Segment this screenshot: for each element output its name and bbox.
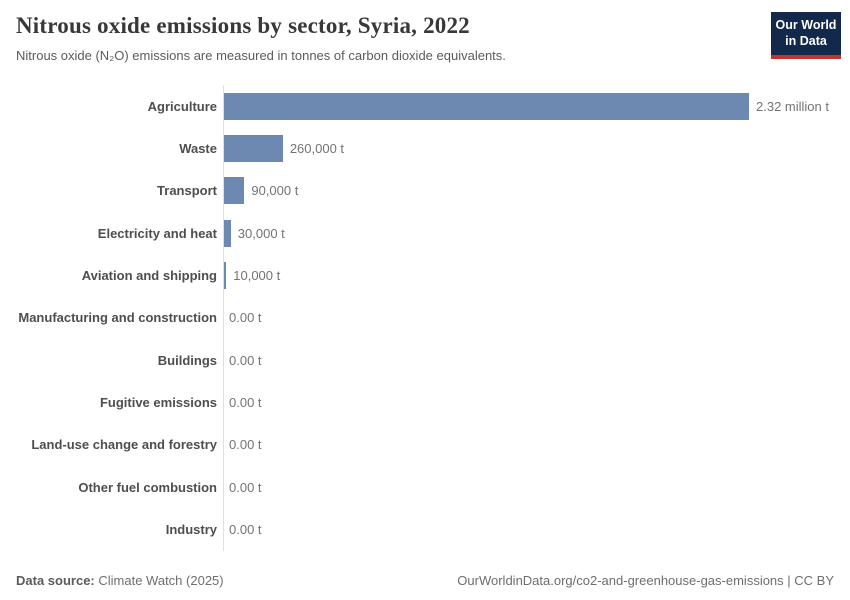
value-label: 0.00 t <box>229 352 262 368</box>
chart-row <box>16 508 834 550</box>
bar <box>224 262 226 289</box>
category-label: Buildings <box>157 352 217 368</box>
owid-logo-line1: Our World <box>775 18 837 32</box>
data-source-value: Climate Watch (2025) <box>98 573 224 588</box>
bar-area <box>224 93 829 120</box>
chart-row <box>16 339 834 381</box>
value-label: 0.00 t <box>229 437 262 453</box>
bar-area <box>224 177 298 204</box>
value-label: 0.00 t <box>229 521 262 537</box>
chart-row <box>16 466 834 508</box>
bar-area <box>224 431 262 458</box>
owid-logo <box>771 12 841 59</box>
data-source-label: Data source: <box>16 573 95 588</box>
bar <box>224 93 749 120</box>
bar-area <box>224 347 262 374</box>
chart-row <box>16 170 834 212</box>
category-label: Fugitive emissions <box>99 394 217 410</box>
bar-chart <box>16 85 834 550</box>
category-label: Aviation and shipping <box>81 268 217 284</box>
chart-row <box>16 424 834 466</box>
category-label: Agriculture <box>147 98 217 114</box>
category-label: Waste <box>179 141 217 157</box>
value-label: 90,000 t <box>251 183 299 199</box>
chart-row <box>16 85 834 127</box>
page-title: Nitrous oxide emissions by sector, Syria, 2022 <box>16 13 470 38</box>
bar-area <box>224 220 285 247</box>
category-label: Transport <box>157 183 217 199</box>
value-label: 30,000 t <box>237 225 285 241</box>
chart-row <box>16 297 834 339</box>
chart-row <box>16 212 834 254</box>
value-label: 2.32 million t <box>756 98 829 114</box>
bar <box>224 135 283 162</box>
y-axis-line <box>223 85 224 550</box>
bar-area <box>224 474 262 501</box>
category-label: Other fuel combustion <box>78 479 217 495</box>
bar-area <box>224 516 262 543</box>
chart-row <box>16 128 834 170</box>
bar <box>224 220 231 247</box>
bar <box>224 177 244 204</box>
value-label: 10,000 t <box>233 268 281 284</box>
category-label: Electricity and heat <box>97 225 217 241</box>
bar-area <box>224 262 280 289</box>
value-label: 0.00 t <box>229 479 262 495</box>
value-label: 0.00 t <box>229 394 262 410</box>
category-label: Industry <box>165 521 217 537</box>
chart-row <box>16 254 834 296</box>
value-label: 260,000 t <box>289 141 345 157</box>
chart-rows <box>16 85 834 550</box>
bar-area <box>224 389 262 416</box>
chart-subtitle: Nitrous oxide (N₂O) emissions are measured in tonnes of carbon dioxide equivalents. <box>16 48 506 63</box>
category-label: Manufacturing and construction <box>18 310 217 326</box>
bar-area <box>224 304 262 331</box>
category-label: Land-use change and forestry <box>31 437 217 453</box>
value-label: 0.00 t <box>229 310 262 326</box>
footer-citation: OurWorldinData.org/co2-and-greenhouse-gas-emissions | CC BY <box>457 573 834 588</box>
chart-footer <box>16 573 834 588</box>
chart-row <box>16 381 834 423</box>
owid-logo-line2: in Data <box>785 34 827 49</box>
bar-area <box>224 135 344 162</box>
data-source <box>16 573 224 588</box>
